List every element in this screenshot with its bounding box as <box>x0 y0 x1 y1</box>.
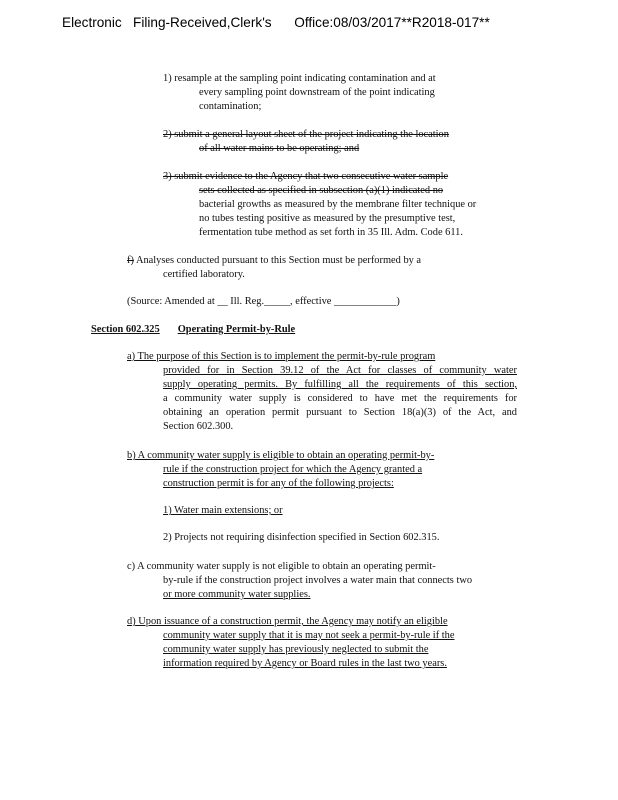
subsection-b <box>127 449 434 491</box>
item-2-struck <box>163 128 449 156</box>
item-3-line-2: sets collected as specified in subsection (a)(1) indicated no <box>199 185 444 196</box>
subsection-c-line-1: c) A community water supply is not eligible to obtain an operating permit- <box>127 561 436 572</box>
subsection-a-line-5: obtaining an operation permit pursuant to Section 18(a)(3) of the Act, and <box>163 407 517 418</box>
item-1-line-3: contamination; <box>199 101 262 112</box>
item-3-line-1: 3) submit evidence to the Agency that two consecutive water sample <box>163 171 449 182</box>
section-number: Section 602.325 <box>91 324 160 335</box>
subsection-a <box>127 350 517 364</box>
subsection-a-line-1 <box>127 350 517 364</box>
item-3-line-5: fermentation tube method as set forth in 35 Ill. Adm. Code 611. <box>199 227 463 238</box>
subsection-b-line-2: rule if the construction project for which the Agency granted a <box>163 464 423 475</box>
source-note-text: (Source: Amended at __ Ill. Reg._____, effective ____________) <box>127 296 400 307</box>
subsection-d-line-1 <box>127 615 454 629</box>
subsection-a-body <box>163 364 517 434</box>
item-2-line-1: 2) submit a general layout sheet of the project indicating the location <box>163 129 449 140</box>
subsection-a-label: a) <box>127 351 136 362</box>
subsection-f <box>127 254 421 282</box>
subsection-c <box>127 560 472 602</box>
subsection-b-first: A community water supply is eligible to obtain an operating permit-by- <box>135 450 435 461</box>
filing-header: Electronic Filing-Received,Clerk's Office:08/03/2017**R2018-017** <box>62 15 490 30</box>
subsection-d-label: d) <box>127 616 136 627</box>
subsection-c-line-2: by-rule if the construction project involves a water main that connects two <box>163 575 473 586</box>
subsection-d-line-3: community water supply has previously neglected to submit the <box>163 644 429 655</box>
subsection-d-line-2: community water supply that it is may not seek a permit-by-rule if the <box>163 630 455 641</box>
section-heading <box>91 323 295 337</box>
subsection-b-line-3: construction permit is for any of the following projects: <box>163 478 394 489</box>
item-2-line-2: of all water mains to be operating; and <box>199 143 360 154</box>
item-1 <box>163 72 436 114</box>
subsection-f-label: f) <box>127 255 134 266</box>
subsection-a-first: The purpose of this Section is to implement the permit-by-rule program <box>135 351 436 362</box>
item-3-line-3: bacterial growths as measured by the membrane filter technique or <box>199 199 477 210</box>
subsection-d-first: Upon issuance of a construction permit, the Agency may notify an eligible <box>135 616 448 627</box>
section-heading-line <box>91 323 295 337</box>
item-3-line-4: no tubes testing positive as measured by the presumptive test, <box>199 213 456 224</box>
subsection-d-line-4: information required by Agency or Board rules in the last two years. <box>163 658 447 669</box>
subsection-b-item-2-text: 2) Projects not requiring disinfection specified in Section 602.315. <box>163 532 440 543</box>
subsection-f-text: Analyses conducted pursuant to this Section must be performed by a <box>133 255 422 266</box>
subsection-b-item-1 <box>163 504 283 518</box>
subsection-f-line-1 <box>127 254 421 268</box>
section-title: Operating Permit-by-Rule <box>177 324 296 335</box>
subsection-d <box>127 615 454 671</box>
item-3 <box>163 170 476 240</box>
subsection-b-line-1 <box>127 449 434 463</box>
source-note <box>127 295 400 309</box>
subsection-a-line-2: provided for in Section 39.12 of the Act for classes of community water <box>163 365 517 376</box>
subsection-b-label: b) <box>127 450 136 461</box>
subsection-a-line-3: supply operating permits. By fulfilling all the requirements of this section, <box>163 379 517 390</box>
subsection-b-item-2 <box>163 531 439 545</box>
subsection-a-line-4: a community water supply is considered to have met the requirements for <box>163 393 517 404</box>
subsection-b-item-1-text: 1) Water main extensions; or <box>163 505 283 516</box>
subsection-c-line-3: or more community water supplies. <box>163 589 311 600</box>
item-1-line-2: every sampling point downstream of the point indicating <box>199 87 435 98</box>
item-1-line-1: 1) resample at the sampling point indicating contamination and at <box>163 73 436 84</box>
subsection-a-line-6: Section 602.300. <box>163 421 234 432</box>
subsection-f-line-2: certified laboratory. <box>163 269 245 280</box>
